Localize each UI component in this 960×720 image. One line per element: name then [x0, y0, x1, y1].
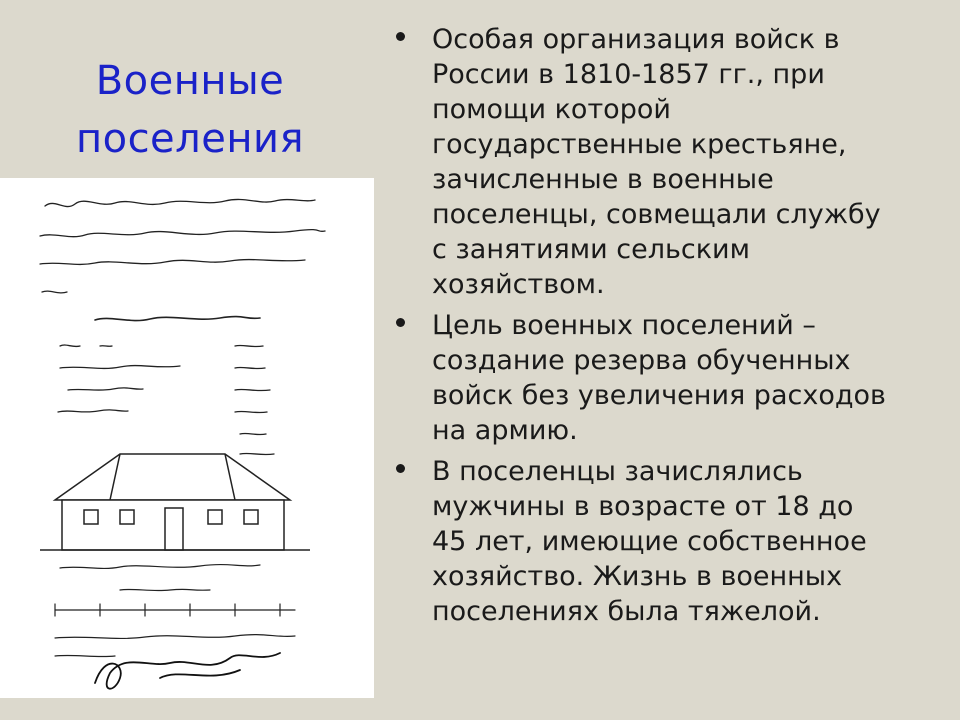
- slide-title: [40, 52, 340, 168]
- bullet-dot-icon: [396, 318, 405, 327]
- bullet-dot-icon: [396, 464, 405, 473]
- historical-document-image: [0, 178, 374, 698]
- bullet-dot-icon: [396, 32, 405, 41]
- bullet-item: [392, 454, 952, 629]
- document-drawing: [0, 178, 374, 698]
- bullet-list: [392, 22, 952, 635]
- slide-title-line-1: Военные: [95, 58, 285, 104]
- bullet-item: [392, 22, 952, 302]
- bullet-item: [392, 308, 952, 448]
- slide-title-line-2: поселения: [75, 116, 305, 162]
- bullet-text: Цель военных поселений – создание резерва обученных войск без увеличения расходов на армию.: [432, 310, 886, 446]
- bullet-text: В поселенцы зачислялись мужчины в возрасте от 18 до 45 лет, имеющие собственное хозяйство. Жизнь в военных поселениях была тяжелой.: [432, 456, 867, 627]
- bullet-text: Особая организация войск в России в 1810-1857 гг., при помощи которой государственные крестьяне, зачисленные в военные поселенцы, совмещали службу с занятиями сельским хозяйством.: [432, 24, 881, 300]
